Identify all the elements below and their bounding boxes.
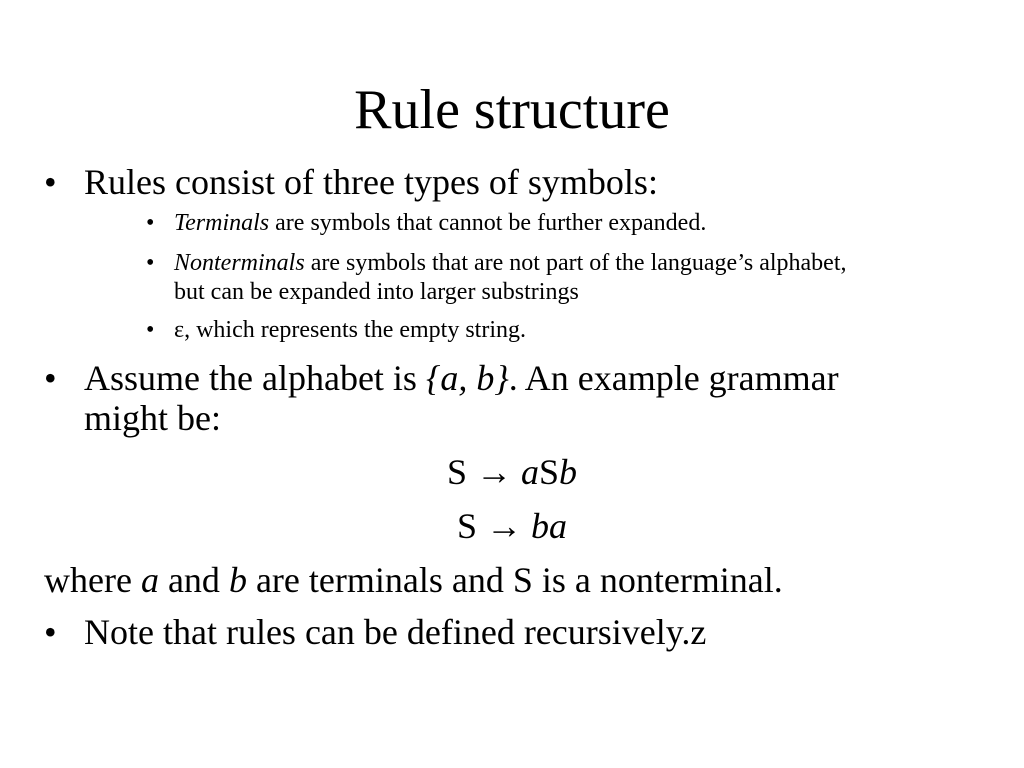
- where-and: and: [158, 560, 229, 600]
- bullet-alphabet: [44, 358, 984, 438]
- alphabet-intro: Assume the alphabet is: [84, 358, 426, 398]
- rule1-a: a: [521, 452, 539, 492]
- bullet-text: Note that rules can be defined recursively.z: [84, 612, 707, 652]
- where-b: b: [228, 560, 247, 600]
- subbullet-nonterminals: [146, 249, 986, 307]
- nonterminals-description-line2: but can be expanded into larger substrings: [174, 279, 579, 305]
- rule1-lhs: S: [446, 452, 467, 492]
- bullet-glyph: •: [146, 210, 155, 236]
- term-terminals: Terminals: [174, 210, 270, 236]
- arrow-icon: →: [486, 506, 523, 546]
- subbullet-text: [174, 316, 986, 345]
- grammar-rule-2: [0, 506, 1024, 546]
- bullet-recursive-note: [44, 612, 984, 652]
- bullet-glyph: •: [44, 612, 57, 652]
- bullet-text: Rules consist of three types of symbols:: [84, 162, 658, 202]
- arrow-icon: →: [476, 452, 512, 492]
- bullet-glyph: •: [146, 250, 155, 276]
- bullet-text: [84, 358, 984, 438]
- subbullet-epsilon: [146, 316, 986, 345]
- alphabet-line2: might be:: [84, 398, 221, 438]
- subbullet-terminals: [146, 209, 986, 238]
- epsilon-description: , which represents the empty string.: [184, 317, 526, 343]
- grammar-rule-1: [0, 452, 1024, 492]
- subbullet-text: [174, 209, 986, 238]
- where-a: a: [140, 560, 159, 600]
- bullet-glyph: •: [146, 317, 155, 343]
- bullet-glyph: •: [44, 162, 57, 202]
- bullet-glyph: •: [44, 358, 57, 398]
- where-line: [44, 560, 1004, 600]
- rule2-rhs: ba: [531, 506, 568, 546]
- alphabet-set: {a, b}: [425, 358, 509, 398]
- subbullet-text: [174, 249, 986, 307]
- bullet-rules-consist: [44, 162, 984, 202]
- rule1-S: S: [539, 452, 560, 492]
- term-nonterminals: Nonterminals: [174, 250, 305, 276]
- where-pre: where: [44, 560, 141, 600]
- rule1-b: b: [559, 452, 578, 492]
- where-post: are terminals and S is a nonterminal.: [246, 560, 783, 600]
- rule2-lhs: S: [456, 506, 478, 546]
- terminals-description: are symbols that cannot be further expanded.: [269, 210, 707, 236]
- alphabet-followup: . An example grammar: [508, 358, 839, 398]
- slide-title: Rule structure: [354, 79, 670, 141]
- epsilon-symbol: ε: [174, 317, 185, 343]
- nonterminals-description-line1: are symbols that are not part of the language’s alphabet,: [304, 250, 847, 276]
